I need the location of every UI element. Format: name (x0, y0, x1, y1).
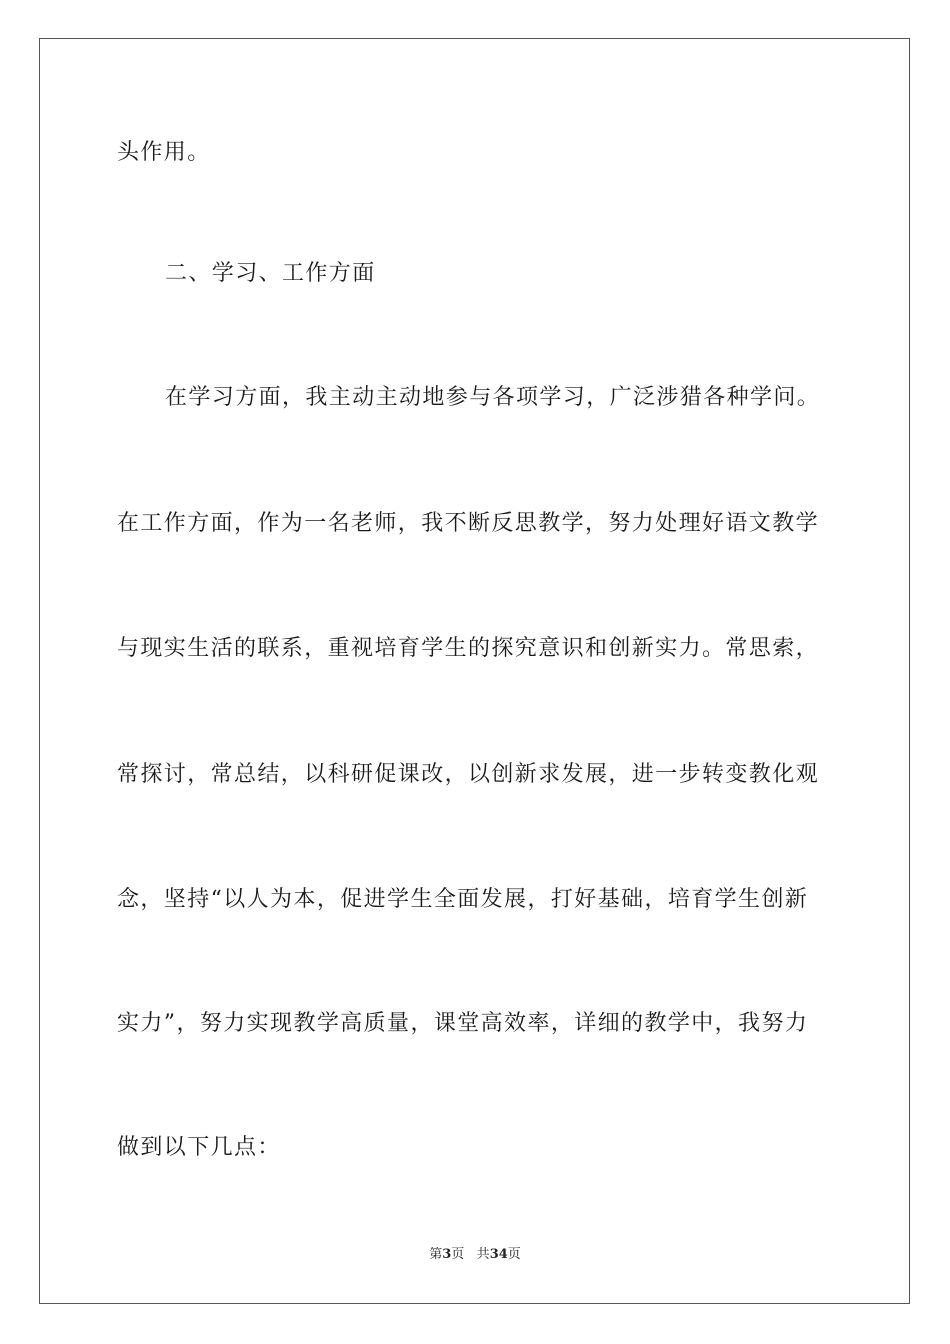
body-line-4: 在工作方面，作为一名老师，我不断反思教学，努力处理好语文教学 (117, 511, 820, 536)
footer-total-suffix: 页 (507, 1247, 521, 1262)
footer-total-prefix: 共 (476, 1247, 490, 1262)
body-line-8: 实力”，努力实现教学高质量，课堂高效率，详细的教学中，我努力 (117, 1011, 809, 1036)
section-heading: 二、学习、工作方面 (165, 261, 376, 286)
body-line-1: 头作用。 (117, 140, 211, 165)
total-pages-number: 34 (489, 1247, 508, 1262)
current-page-number: 3 (442, 1247, 452, 1262)
page-number-footer (0, 1246, 950, 1264)
page-frame (39, 38, 910, 1304)
body-line-6: 常探讨，常总结，以科研促课改，以创新求发展，进一步转变教化观 (117, 762, 820, 787)
body-line-5: 与现实生活的联系，重视培育学生的探究意识和创新实力。常思索， (117, 636, 820, 661)
body-line-3: 在学习方面，我主动主动地参与各项学习，广泛涉猎各种学问。 (165, 385, 821, 410)
footer-prefix: 第 (429, 1247, 443, 1262)
body-line-9: 做到以下几点： (117, 1135, 281, 1160)
footer-page-suffix: 页 (451, 1247, 465, 1262)
body-line-7: 念，坚持“以人为本，促进学生全面发展，打好基础，培育学生创新 (117, 887, 809, 912)
